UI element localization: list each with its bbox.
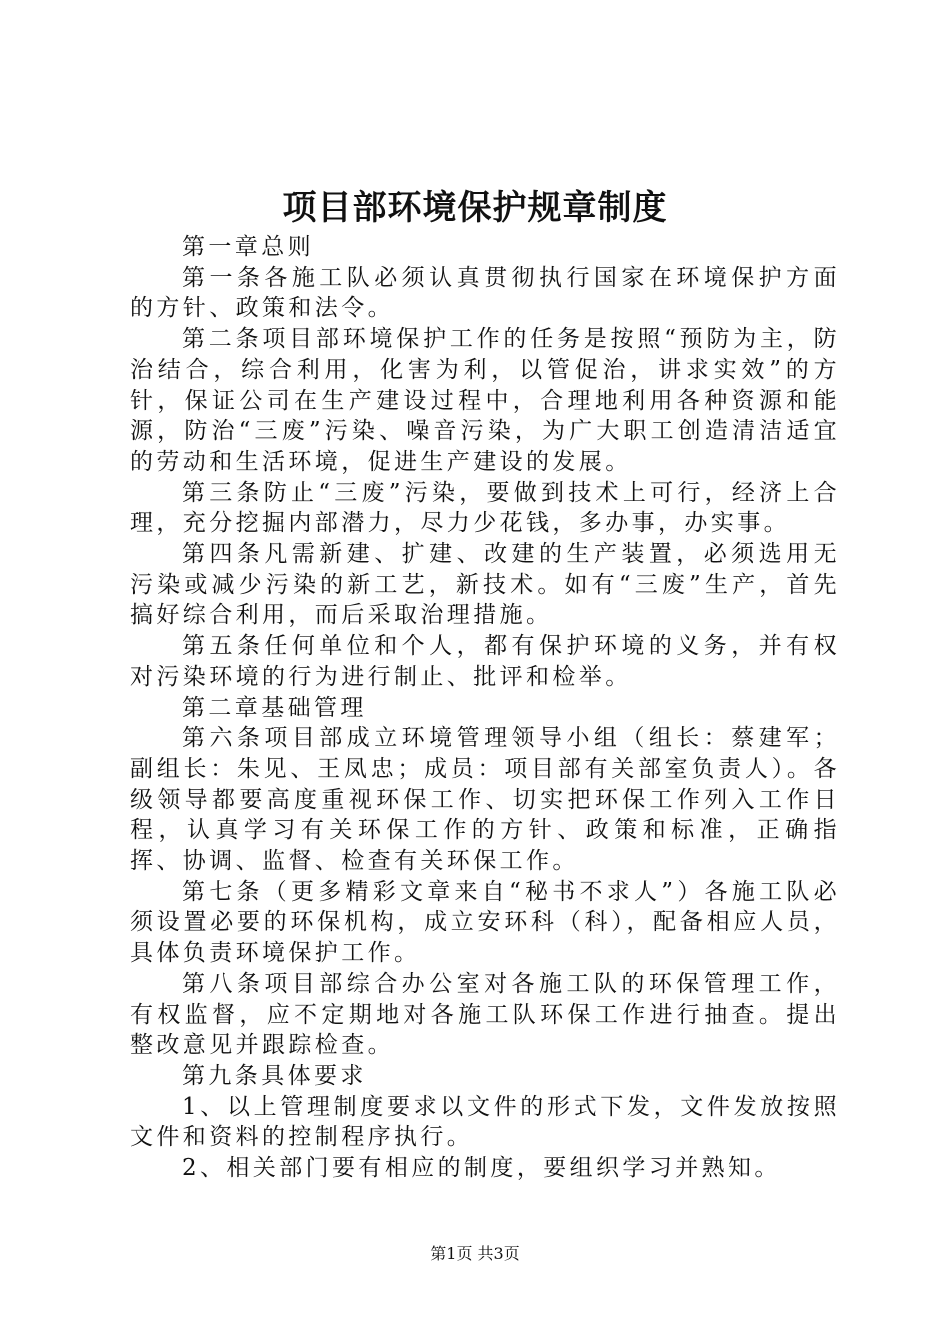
article-paragraph: 第五条任何单位和个人，都有保护环境的义务，并有权对污染环境的行为进行制止、批评和检举。	[130, 633, 840, 690]
page-title: 项目部环境保护规章制度	[282, 188, 668, 228]
article-paragraph: 第四条凡需新建、扩建、改建的生产装置，必须选用无污染或减少污染的新工艺，新技术。如有“三废”生产，首先搞好综合利用，而后采取治理措施。	[130, 541, 840, 629]
article-paragraph: 第八条项目部综合办公室对各施工队的环保管理工作，有权监督，应不定期地对各施工队环保工作进行抽查。提出整改意见并跟踪检查。	[130, 970, 840, 1059]
article-paragraph: 第七条（更多精彩文章来自“秘书不求人”）各施工队必须设置必要的环保机构，成立安环科（科），配备相应人员，具体负责环境保护工作。	[130, 878, 840, 967]
article-paragraph: 第九条具体要求	[182, 1062, 367, 1089]
chapter-heading: 第二章基础管理	[182, 694, 367, 721]
article-paragraph: 第一条各施工队必须认真贯彻执行国家在环境保护方面的方针、政策和法令。	[130, 264, 840, 322]
page-footer: 第1页 共3页	[430, 1244, 520, 1263]
requirement-item: 2、相关部门要有相应的制度，要组织学习并熟知。	[182, 1155, 781, 1182]
chapter-heading: 第一章总则	[182, 234, 314, 260]
article-paragraph: 第三条防止“三废”污染，要做到技术上可行，经济上合理，充分挖掘内部潜力，尽力少花钱，多办事，办实事。	[130, 479, 840, 537]
document-body	[130, 232, 840, 1184]
article-paragraph: 第六条项目部成立环境管理领导小组（组长：蔡建军；副组长：朱见、王凤忠；成员：项目部有关部室负责人）。各级领导都要高度重视环保工作、切实把环保工作列入工作日程，认真学习有关环保工作的方针、政策和标准，正确指挥、协调、监督、检查有关环保工作。	[130, 725, 840, 875]
article-paragraph: 第二条项目部环境保护工作的任务是按照“预防为主，防治结合，综合利用，化害为利，以管促治，讲求实效”的方针，保证公司在生产建设过程中，合理地利用各种资源和能源，防治“三废”污染、噪音污染，为广大职工创造清洁适宜的劳动和生活环境，促进生产建设的发展。	[130, 326, 840, 475]
requirement-item: 1、以上管理制度要求以文件的形式下发，文件发放按照文件和资料的控制程序执行。	[130, 1093, 840, 1151]
